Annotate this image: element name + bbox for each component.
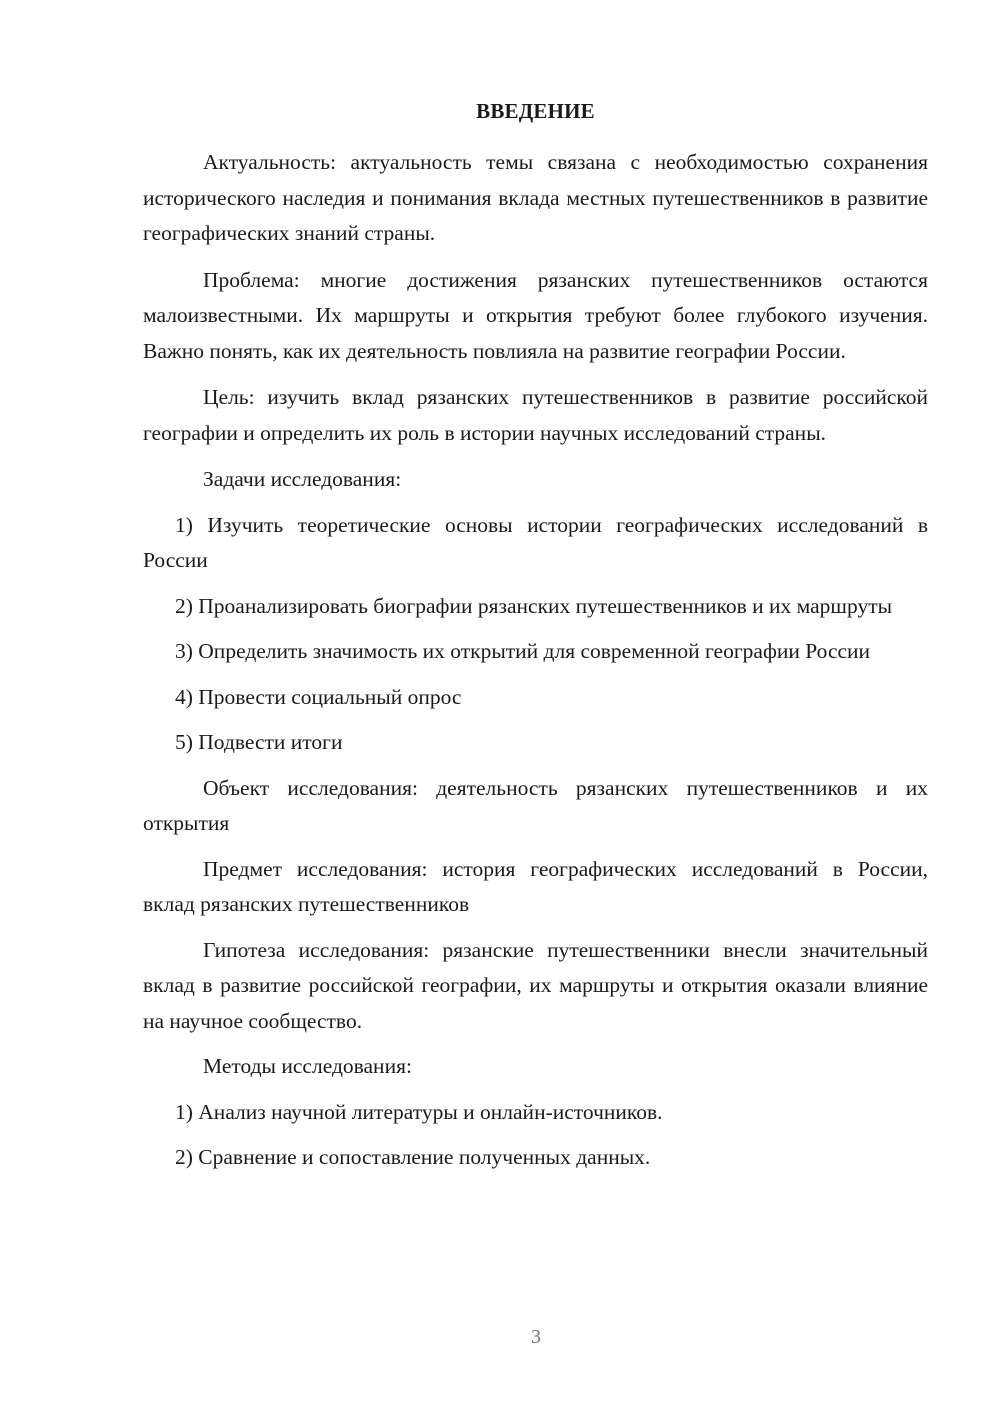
task-item: 4) Провести социальный опрос xyxy=(175,684,462,709)
goal-paragraph: Цель: изучить вклад рязанских путешественников в развитие российской географии и определить их роль в истории научных исследований страны. xyxy=(143,385,928,445)
methods-title: Методы исследования: xyxy=(203,1054,412,1078)
task-item: 3) Определить значимость их открытий для современной географии России xyxy=(175,639,871,663)
tasks-title: Задачи исследования: xyxy=(203,467,402,491)
document-page xyxy=(143,95,928,1176)
task-item: 2) Проанализировать биографии рязанских путешественников и их маршруты xyxy=(175,593,893,618)
problem-paragraph: Проблема: многие достижения рязанских путешественников остаются малоизвестными. Их маршруты и открытия требуют более глубокого изучения. Важно понять, как их деятельность повлияла на развитие географии России. xyxy=(143,267,928,363)
method-item: 1) Анализ научной литературы и онлайн-источников. xyxy=(175,1099,663,1124)
method-item: 2) Сравнение и сопоставление полученных данных. xyxy=(175,1145,651,1169)
section-heading: ВВЕДЕНИЕ xyxy=(476,99,595,123)
hypothesis-paragraph: Гипотеза исследования: рязанские путешественники внесли значительный вклад в развитие российской географии, их маршруты и открытия оказали влияние на научное сообщество. xyxy=(143,937,928,1033)
task-item: 5) Подвести итоги xyxy=(175,730,343,754)
subject-paragraph: Предмет исследования: история географических исследований в России, вклад рязанских путешественников xyxy=(143,856,928,916)
relevance-paragraph: Актуальность: актуальность темы связана с необходимостью сохранения исторического наследия и понимания вклада местных путешественников в развитие географических знаний страны. xyxy=(143,150,928,245)
task-item: 1) Изучить теоретические основы истории географических исследований в России xyxy=(143,512,928,572)
object-paragraph: Объект исследования: деятельность рязанских путешественников и их открытия xyxy=(143,775,928,835)
page-number: 3 xyxy=(531,1326,541,1348)
